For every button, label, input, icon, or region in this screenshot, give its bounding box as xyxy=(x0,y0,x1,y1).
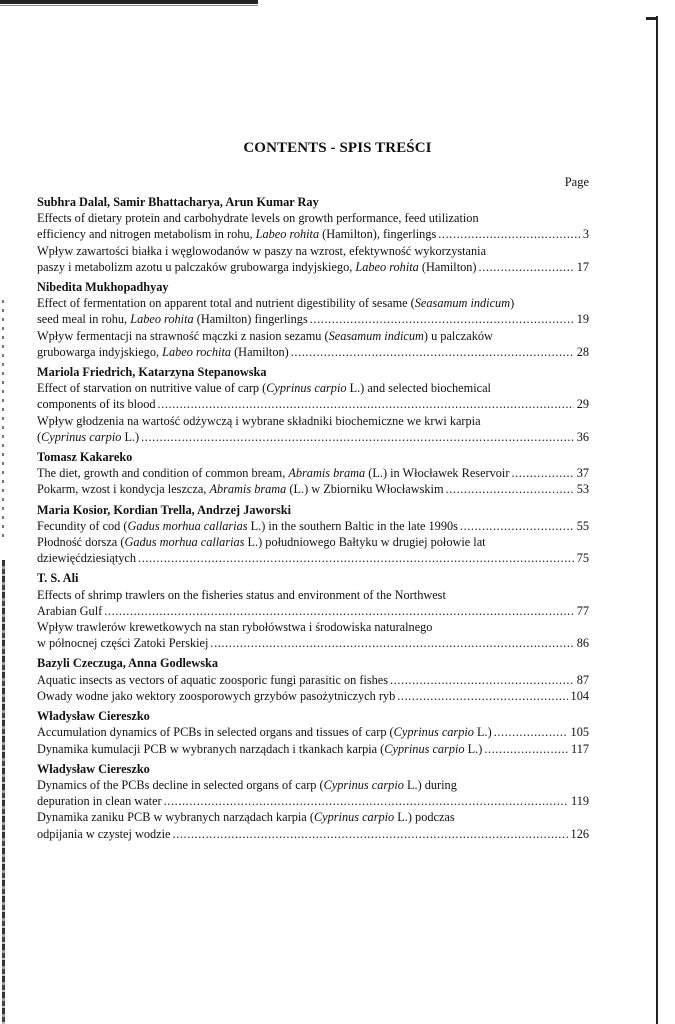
entry-authors: Maria Kosior, Kordian Trella, Andrzej Jaworski xyxy=(37,502,292,517)
page-number: 17 xyxy=(576,259,589,274)
entry-authors: Bazyli Czeczuga, Anna Godlewska xyxy=(37,656,219,671)
entry-title-en-leader[interactable]: The diet, growth and condition of common bream, Abramis brama (L.) in Włocławek Reservoir ..... 37 xyxy=(37,465,589,481)
page-number: 36 xyxy=(576,429,589,444)
dot-leader xyxy=(208,635,573,651)
entry-title-en-leader[interactable]: depuration in clean water ..... 119 xyxy=(37,793,589,809)
page-number: 86 xyxy=(576,636,589,651)
contents-entry xyxy=(37,279,589,360)
entry-title-pl: Wpływ fermentacji na strawność mączki z nasion sezamu (Seasamum indicum) u palczaków xyxy=(37,328,493,343)
dot-leader xyxy=(139,429,574,445)
entry-authors: Mariola Friedrich, Katarzyna Stepanowska xyxy=(37,365,267,380)
entry-title-en-leader[interactable]: efficiency and nitrogen metabolism in rohu, Labeo rohita (Hamilton), fingerlings ..... 3 xyxy=(37,226,589,242)
entry-title-pl-leader[interactable]: (Cyprinus carpio L.) ..... 36 xyxy=(37,429,589,445)
entry-title-pl-leader[interactable]: Dynamika kumulacji PCB w wybranych narządach i tkankach karpia (Cyprinus carpio L.) ..... 117 xyxy=(37,741,589,757)
page-number: 19 xyxy=(576,312,589,327)
dot-leader xyxy=(482,741,568,757)
scan-edge-left xyxy=(2,560,5,1024)
page-number: 53 xyxy=(576,482,589,497)
contents-entry xyxy=(37,761,589,842)
entry-title-pl: Wpływ głodzenia na wartość odżywczą i wybrane składniki biochemiczne we krwi karpia xyxy=(37,413,481,428)
entry-title-pl-leader[interactable]: w północnej części Zatoki Perskiej ..... 86 xyxy=(37,635,589,651)
entry-authors: T. S. Ali xyxy=(37,571,79,586)
page-number: 105 xyxy=(570,725,589,740)
entry-authors: Władysław Ciereszko xyxy=(37,709,150,724)
page-number: 77 xyxy=(576,603,589,618)
contents-entry xyxy=(37,655,589,704)
entry-title-pl-leader[interactable]: grubowarga indyjskiego, Labeo rochita (Hamilton) ..... 28 xyxy=(37,344,589,360)
scan-edge-right xyxy=(656,16,658,1024)
dot-leader xyxy=(436,226,580,242)
page-number: 104 xyxy=(570,688,589,703)
entry-title-en: Effect of fermentation on apparent total and nutrient digestibility of sesame (Seasamum indicum) xyxy=(37,296,515,311)
dot-leader xyxy=(136,550,574,566)
entry-title-pl: Wpływ zawartości białka i węglowodanów w paszy na wzrost, efektywność wykorzystania xyxy=(37,243,487,258)
entry-title-pl: Płodność dorsza (Gadus morhua callarias L.) południowego Bałtyku w drugiej połowie lat xyxy=(37,535,486,550)
entry-title-en-leader[interactable]: Accumulation dynamics of PCBs in selected organs and tissues of carp (Cyprinus carpio L.) ..... 105 xyxy=(37,724,589,740)
entry-title-pl-leader[interactable]: odpijania w czystej wodzie ..... 126 xyxy=(37,826,589,842)
contents-entry xyxy=(37,449,589,498)
entry-authors: Władysław Ciereszko xyxy=(37,761,150,776)
dot-leader xyxy=(492,724,568,740)
entry-authors: Nibedita Mukhopadhyay xyxy=(37,280,169,295)
entry-title-en-leader[interactable]: components of its blood ..... 29 xyxy=(37,396,589,412)
entry-title-en: Effect of starvation on nutritive value of carp (Cyprinus carpio L.) and selected biochemical xyxy=(37,381,491,396)
page-number: 117 xyxy=(571,741,589,756)
entry-title-pl: Wpływ trawlerów krewetkowych na stan rybołówstwa i środowiska naturalnego xyxy=(37,620,433,635)
page-number: 3 xyxy=(582,227,589,242)
dot-leader xyxy=(477,259,574,275)
page-number: 28 xyxy=(576,344,589,359)
entry-title-pl: Dynamika zaniku PCB w wybranych narządach karpia (Cyprinus carpio L.) podczas xyxy=(37,810,455,825)
page-number: 119 xyxy=(571,794,589,809)
dot-leader xyxy=(388,672,574,688)
page-title: CONTENTS - SPIS TREŚCI xyxy=(243,140,432,156)
entry-title-en-leader[interactable]: seed meal in rohu, Labeo rohita (Hamilton) fingerlings ..... 19 xyxy=(37,311,589,327)
page-number: 87 xyxy=(576,672,589,687)
contents-entry xyxy=(37,708,589,757)
scan-edge-left-faint xyxy=(2,300,4,540)
entry-authors: Tomasz Kakareko xyxy=(37,450,133,465)
scan-edge-right-tick xyxy=(646,17,657,20)
dot-leader xyxy=(156,396,574,412)
contents-entry xyxy=(37,194,589,275)
dot-leader xyxy=(509,465,573,481)
page-number: 29 xyxy=(576,397,589,412)
contents-entry xyxy=(37,570,589,651)
dot-leader xyxy=(171,826,568,842)
dot-leader xyxy=(308,311,574,327)
page-number: 55 xyxy=(576,518,589,533)
dot-leader xyxy=(289,344,574,360)
entry-authors: Subhra Dalal, Samir Bhattacharya, Arun Kumar Ray xyxy=(37,195,319,209)
entry-title-en: Dynamics of the PCBs decline in selected organs of carp (Cyprinus carpio L.) during xyxy=(37,777,457,792)
page-number: 126 xyxy=(570,826,589,841)
scan-edge-top-shadow xyxy=(0,5,258,6)
dot-leader xyxy=(395,688,567,704)
entry-title-en-leader[interactable]: Aquatic insects as vectors of aquatic zoosporic fungi parasitic on fishes ..... 87 xyxy=(37,672,589,688)
dot-leader xyxy=(102,603,573,619)
page-number: 75 xyxy=(576,551,589,566)
entry-title-en: Effects of shrimp trawlers on the fisheries status and environment of the Northwest xyxy=(37,587,446,602)
dot-leader xyxy=(162,793,568,809)
entry-title-pl-leader[interactable]: Pokarm, wzost i kondycja leszcza, Abramis brama (L.) w Zbiorniku Włocławskim ..... 53 xyxy=(37,481,589,497)
entry-title-en-leader[interactable]: Fecundity of cod (Gadus morhua callarias L.) in the southern Baltic in the late 1990s ..... 55 xyxy=(37,518,589,534)
contents-entry xyxy=(37,364,589,445)
entry-title-pl-leader[interactable]: dziewięćdziesiątych ..... 75 xyxy=(37,550,589,566)
contents-entry xyxy=(37,502,589,567)
dot-leader xyxy=(458,518,574,534)
entry-title-en-leader[interactable]: Arabian Gulf ..... 77 xyxy=(37,603,589,619)
page-number: 37 xyxy=(576,466,589,481)
entry-title-pl-leader[interactable]: Owady wodne jako wektory zoosporowych grzybów pasożytniczych ryb ..... 104 xyxy=(37,688,589,704)
dot-leader xyxy=(444,481,574,497)
page-column-label: Page xyxy=(564,175,589,189)
entry-title-en: Effects of dietary protein and carbohydrate levels on growth performance, feed utilization xyxy=(37,211,479,226)
scan-edge-top xyxy=(0,0,258,4)
contents-list xyxy=(37,194,589,846)
entry-title-pl-leader[interactable]: paszy i metabolizm azotu u palczaków grubowarga indyjskiego, Labeo rohita (Hamilton) ..... 17 xyxy=(37,259,589,275)
